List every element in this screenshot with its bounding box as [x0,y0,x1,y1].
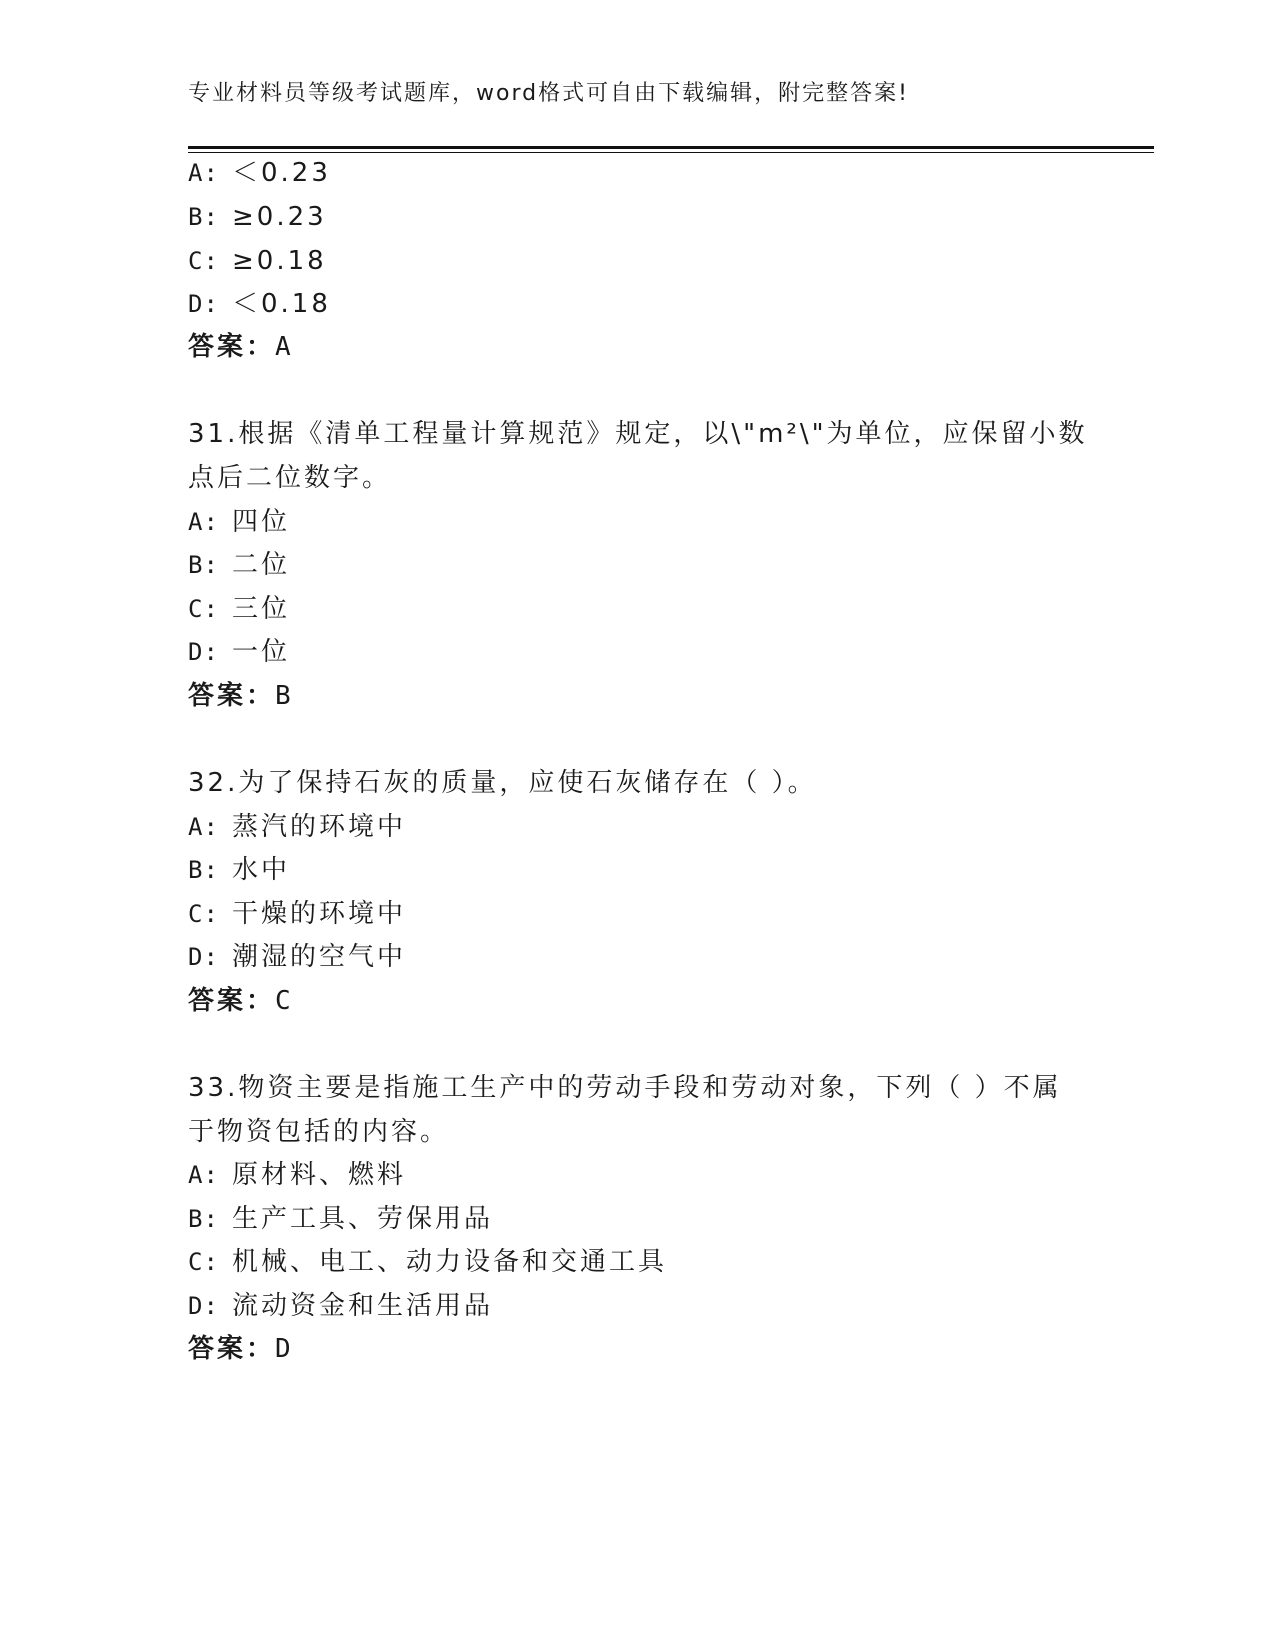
option-letter: B: [188,1205,219,1233]
option-text: 生产工具、劳保用品 [232,1204,494,1234]
option-c [188,1246,667,1278]
option-text: ＜0.23 [232,158,331,188]
answer-value: D [275,1334,294,1364]
answer-line [188,680,294,712]
option-letter: A: [188,1161,219,1189]
question-text-cont: 于物资包括的内容。 [188,1117,450,1147]
option-letter: D: [188,943,219,971]
option-a [188,811,406,843]
option-letter: A: [188,508,219,536]
question-text: 33.物资主要是指施工生产中的劳动手段和劳动对象，下列（ ）不属 [188,1073,1062,1103]
answer-value: B [275,681,294,711]
option-letter: B: [188,551,219,579]
answer-label: 答案： [188,332,276,362]
option-text: 水中 [232,855,291,885]
option-letter: D: [188,638,219,666]
option-c [188,898,406,930]
page-header: 专业材料员等级考试题库，word格式可自由下载编辑，附完整答案! [188,81,909,106]
answer-label: 答案： [188,681,276,711]
option-c [188,245,327,277]
option-text: 二位 [232,550,291,580]
option-text: 原材料、燃料 [232,1160,407,1190]
option-text: 一位 [232,637,291,667]
option-text: 潮湿的空气中 [232,942,407,972]
option-text: ＜0.18 [232,289,331,319]
answer-label: 答案： [188,986,276,1016]
option-letter: D: [188,1292,219,1320]
option-a [188,506,290,538]
option-text: ≥0.23 [232,202,327,232]
option-d [188,636,290,668]
option-letter: C: [188,900,219,928]
option-letter: A: [188,813,219,841]
answer-label: 答案： [188,1334,276,1364]
option-b [188,1203,493,1235]
option-d [188,1290,493,1322]
option-c [188,593,290,625]
option-d [188,941,406,973]
option-letter: D: [188,290,219,318]
option-letter: C: [188,595,219,623]
header-rule-thin [188,152,1154,153]
option-d [188,288,331,320]
answer-value: C [275,986,294,1016]
answer-line [188,1333,294,1365]
answer-value: A [275,332,294,362]
option-b [188,854,290,886]
option-text: 四位 [232,507,291,537]
option-letter: B: [188,203,219,231]
option-b [188,549,290,581]
option-letter: A: [188,159,219,187]
answer-line [188,985,294,1017]
option-text: 机械、电工、动力设备和交通工具 [232,1247,668,1277]
question-text: 31.根据《清单工程量计算规范》规定，以\"m²\"为单位，应保留小数 [188,419,1088,449]
option-text: 三位 [232,594,291,624]
option-text: ≥0.18 [232,246,327,276]
question-text: 32.为了保持石灰的质量，应使石灰储存在（ ）。 [188,768,817,798]
option-b [188,201,327,233]
header-rule [188,146,1154,149]
option-letter: B: [188,856,219,884]
option-a [188,157,331,189]
option-text: 干燥的环境中 [232,899,407,929]
option-text: 流动资金和生活用品 [232,1291,494,1321]
option-letter: C: [188,247,219,275]
option-text: 蒸汽的环境中 [232,812,407,842]
option-a [188,1159,406,1191]
answer-line [188,331,294,363]
option-letter: C: [188,1248,219,1276]
question-text-cont: 点后二位数字。 [188,463,392,493]
